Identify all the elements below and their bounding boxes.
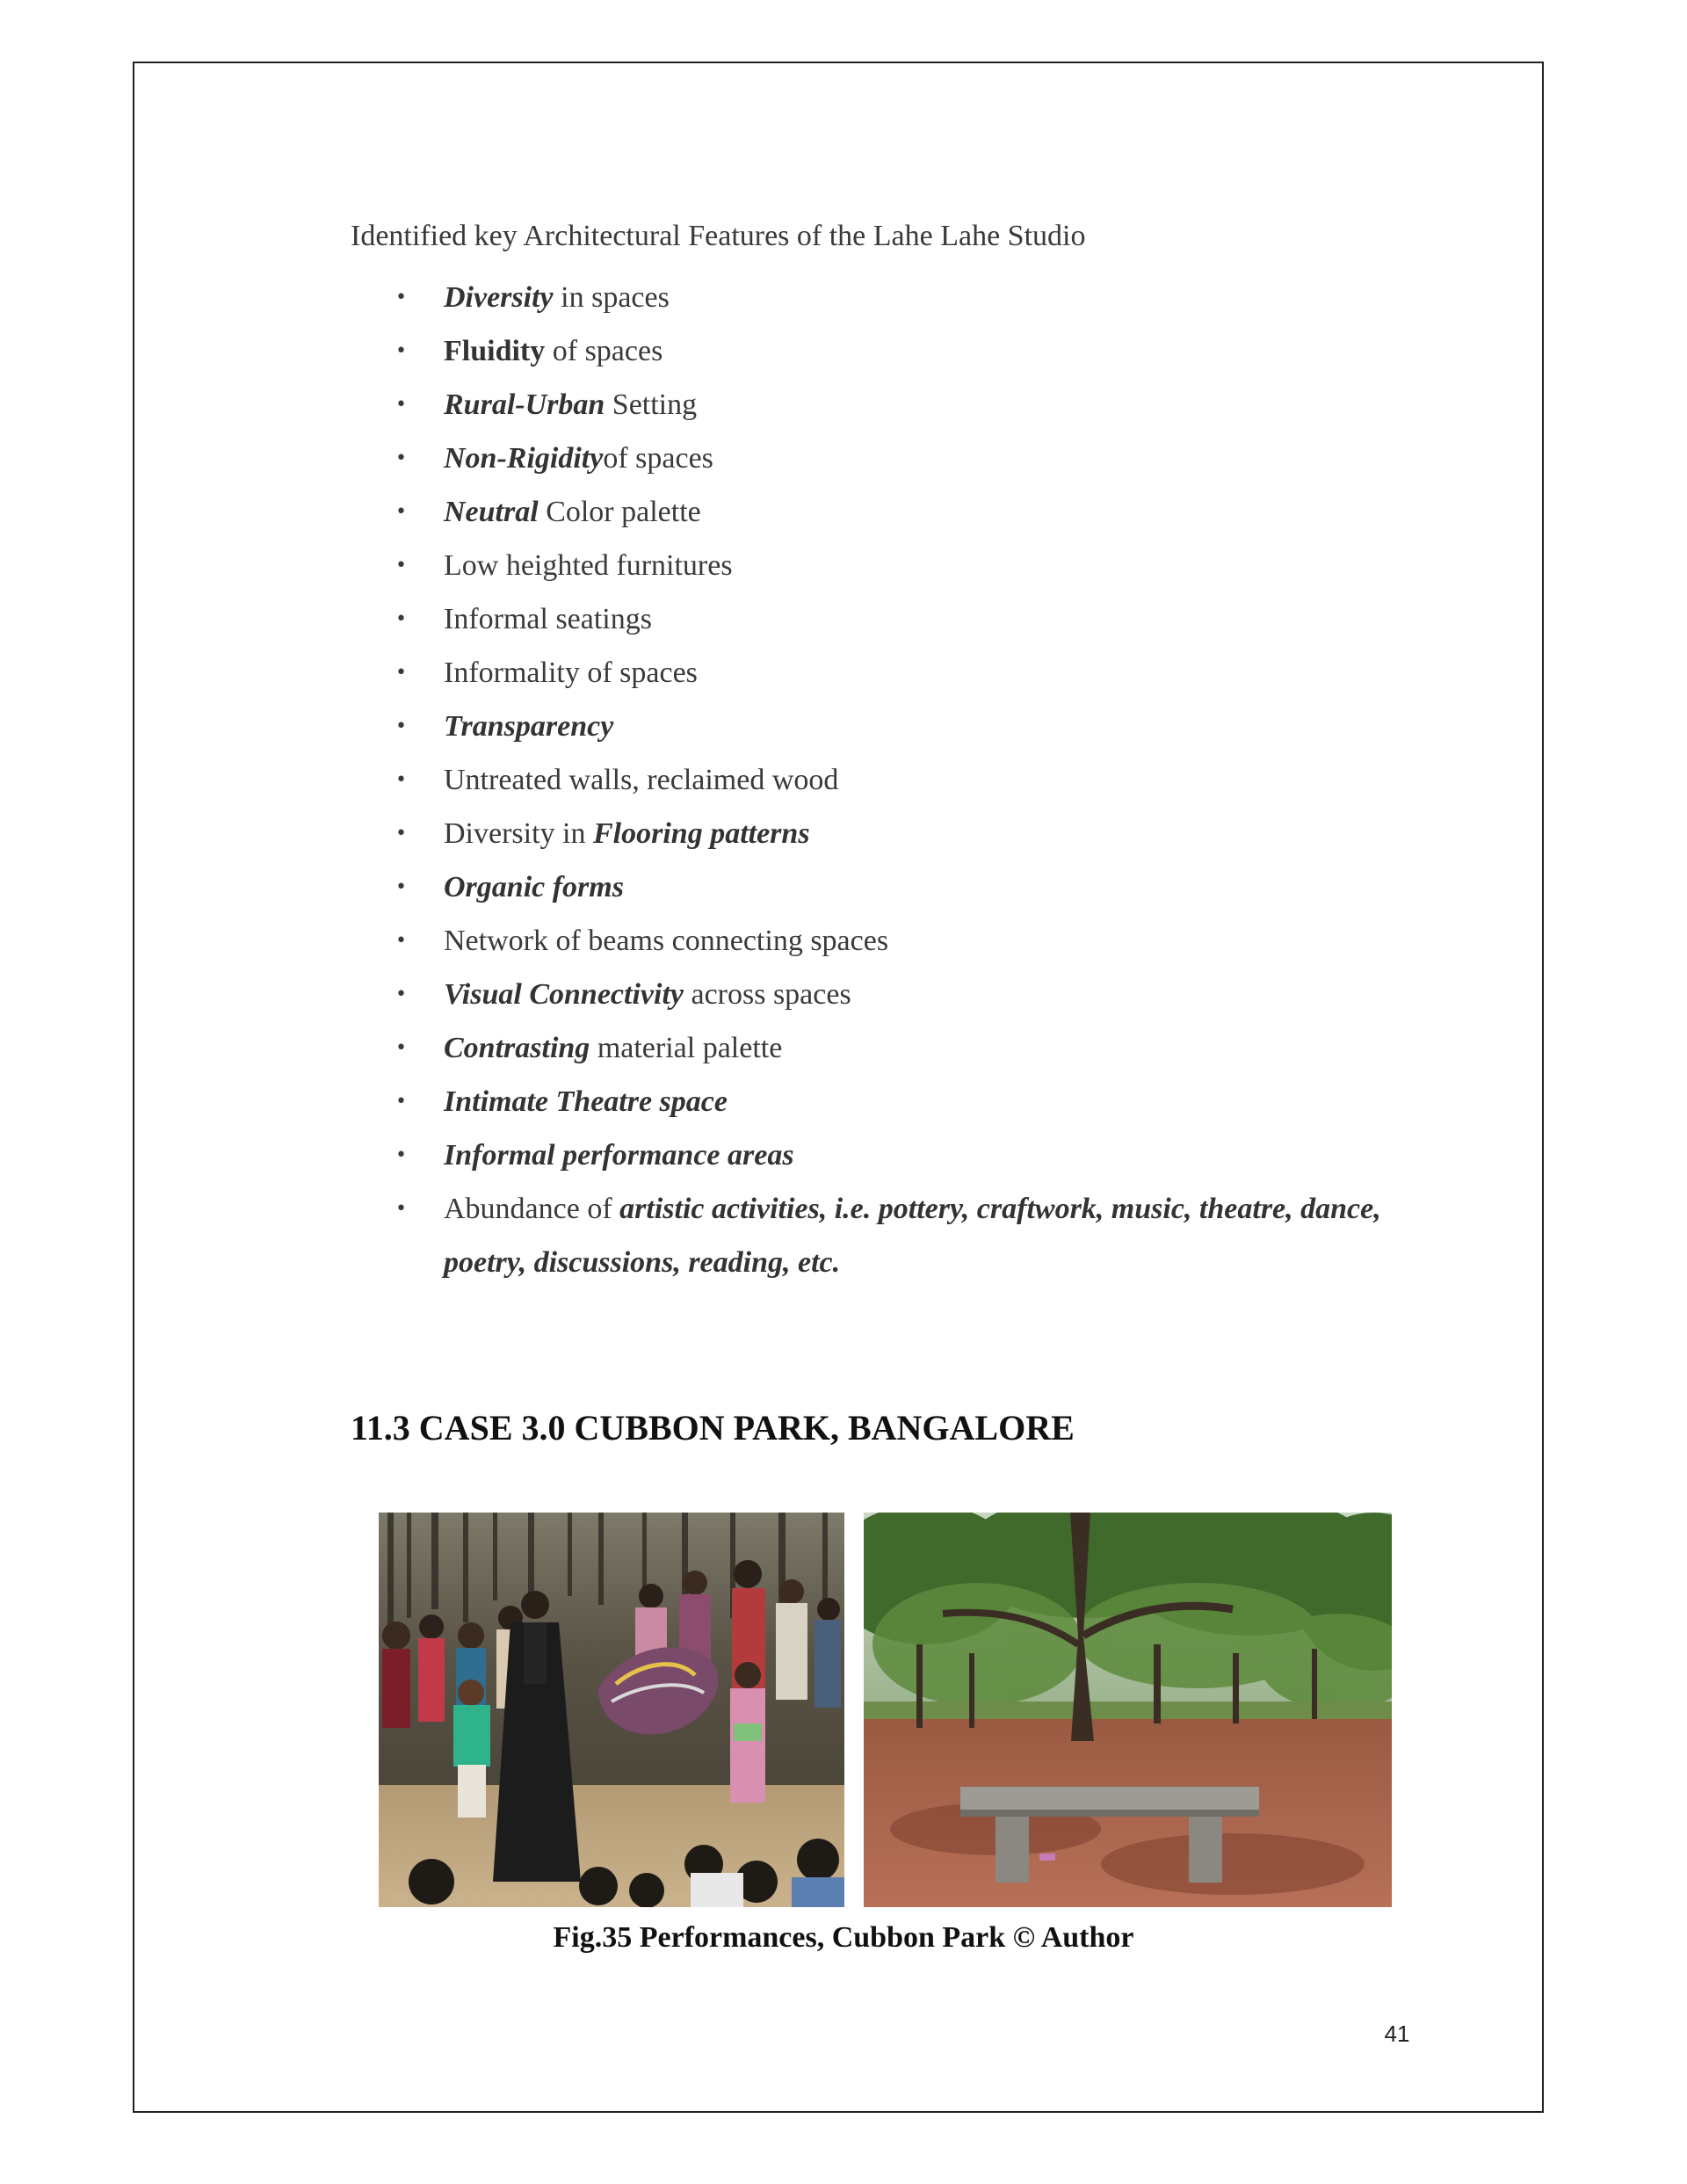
bullet-icon: • bbox=[395, 662, 407, 684]
list-item: • Fluidity of spaces bbox=[351, 324, 1449, 378]
intro-text: Identified key Architectural Features of the Lahe Lahe Studio bbox=[351, 220, 1086, 252]
performance-crowd-photo bbox=[379, 1513, 844, 1907]
bullet-icon: • bbox=[395, 1198, 407, 1220]
list-item: • Diversity in spaces bbox=[351, 271, 1449, 324]
bullet-icon: • bbox=[395, 394, 407, 416]
bullet-icon: • bbox=[395, 983, 407, 1005]
bullet-icon: • bbox=[395, 930, 407, 952]
bullet-icon: • bbox=[395, 501, 407, 523]
list-item: • Low heighted furnitures bbox=[351, 539, 1449, 592]
bullet-icon: • bbox=[395, 1091, 407, 1113]
bullet-icon: • bbox=[395, 555, 407, 577]
list-item: • Informal performance areas bbox=[351, 1128, 1449, 1182]
page-number: 41 bbox=[1384, 2021, 1410, 2047]
bullet-icon: • bbox=[395, 287, 407, 308]
list-item: • Transparency bbox=[351, 700, 1449, 753]
bullet-icon: • bbox=[395, 823, 407, 845]
bullet-icon: • bbox=[395, 769, 407, 791]
list-item: • Untreated walls, reclaimed wood bbox=[351, 753, 1449, 807]
list-item: • Informality of spaces bbox=[351, 646, 1449, 700]
park-illustration bbox=[864, 1513, 1392, 1907]
list-item: • Informal seatings bbox=[351, 592, 1449, 646]
list-item: • Network of beams connecting spaces bbox=[351, 914, 1449, 968]
performance-illustration bbox=[379, 1513, 844, 1907]
list-item: • Intimate Theatre space bbox=[351, 1075, 1449, 1128]
bullet-icon: • bbox=[395, 1144, 407, 1166]
park-bench-trees-photo bbox=[864, 1513, 1392, 1907]
bullet-icon: • bbox=[395, 876, 407, 898]
list-item: • Diversity in Flooring patterns bbox=[351, 807, 1449, 860]
figure-caption: Fig.35 Performances, Cubbon Park © Author bbox=[553, 1921, 1134, 1954]
section-heading: 11.3 CASE 3.0 CUBBON PARK, BANGALORE bbox=[351, 1408, 1075, 1448]
feature-list bbox=[351, 271, 1449, 1289]
bullet-icon: • bbox=[395, 340, 407, 362]
list-item: • Rural-Urban Setting bbox=[351, 378, 1449, 432]
bullet-icon: • bbox=[395, 608, 407, 630]
list-item: • Visual Connectivity across spaces bbox=[351, 968, 1449, 1021]
bullet-icon: • bbox=[395, 447, 407, 469]
list-item: • Non-Rigidityof spaces bbox=[351, 432, 1449, 485]
list-item: • Contrasting material palette bbox=[351, 1021, 1449, 1075]
bullet-icon: • bbox=[395, 715, 407, 737]
list-item: • Neutral Color palette bbox=[351, 485, 1449, 539]
list-item: • Organic forms bbox=[351, 860, 1449, 914]
list-item: • Abundance of artistic activities, i.e. pottery, craftwork, music, theatre, dance, poetry, discussions, reading, etc. bbox=[351, 1182, 1449, 1289]
bullet-icon: • bbox=[395, 1037, 407, 1059]
